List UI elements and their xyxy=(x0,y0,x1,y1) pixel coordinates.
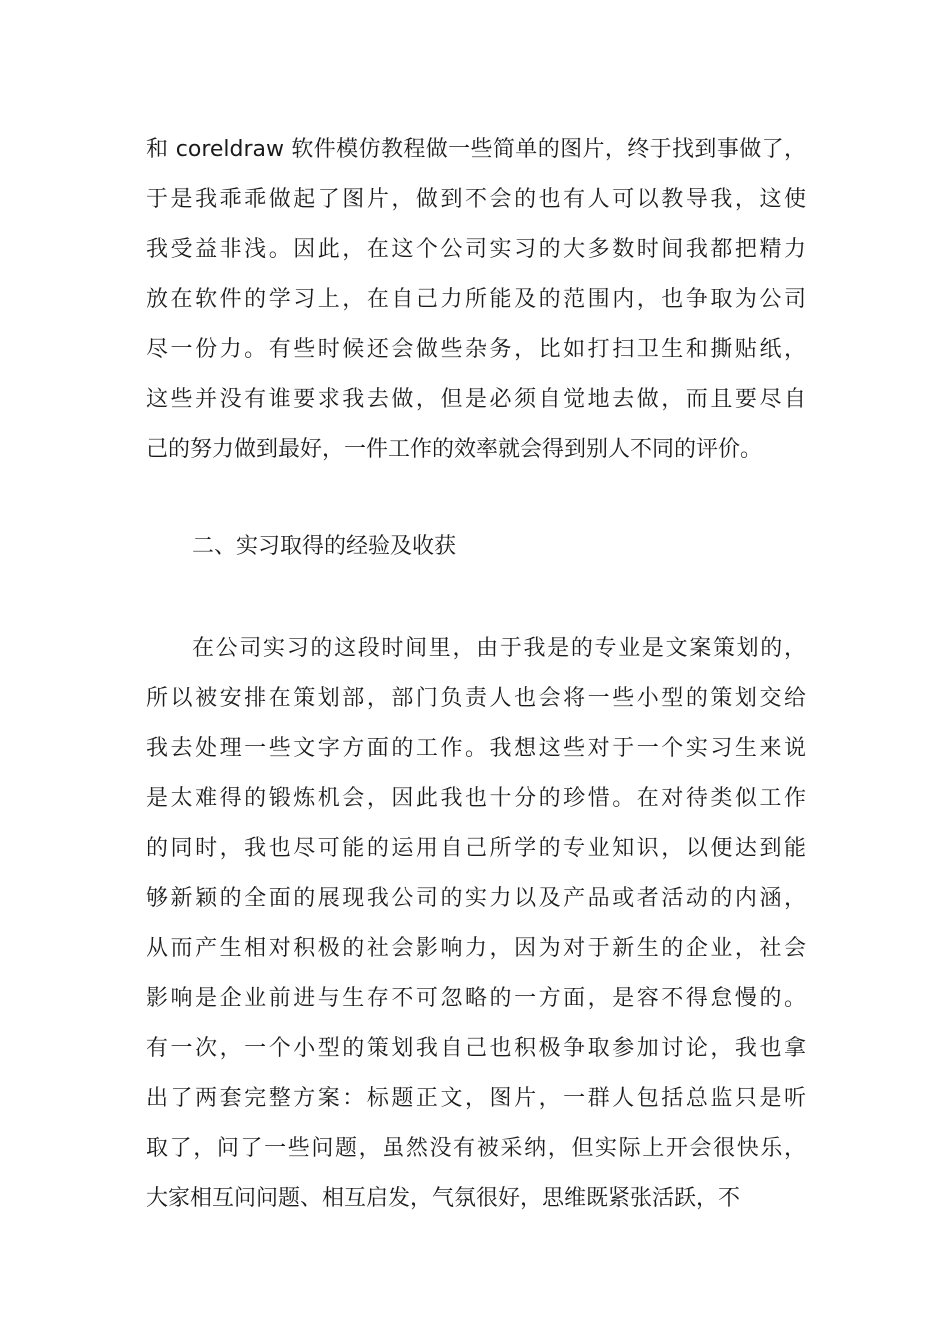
text-line: 己的努力做到最好，一件工作的效率就会得到别人不同的评价。 xyxy=(146,437,763,462)
text-line: 于是我乖乖做起了图片，做到不会的也有人可以教导我，这使 xyxy=(146,187,806,212)
text-line: 我去处理一些文字方面的工作。我想这些对于一个实习生来说 xyxy=(146,736,806,761)
text-line: 大家相互问问题、相互启发，气氛很好，思维既紧张活跃，不 xyxy=(146,1186,741,1211)
text-line: 我受益非浅。因此，在这个公司实习的大多数时间我都把精力 xyxy=(146,237,806,262)
text-line: 和 coreldraw 软件模仿教程做一些简单的图片，终于找到事做了， xyxy=(146,137,806,162)
text-line: 在公司实习的这段时间里，由于我是的专业是文案策划的， xyxy=(192,636,806,661)
text-line: 出了两套完整方案：标题正文，图片，一群人包括总监只是听 xyxy=(146,1086,806,1111)
text-line: 放在软件的学习上，在自己力所能及的范围内，也争取为公司 xyxy=(146,287,806,312)
text-line: 取了，问了一些问题，虽然没有被采纳，但实际上开会很快乐， xyxy=(146,1136,806,1161)
text-line: 所以被安排在策划部，部门负责人也会将一些小型的策划交给 xyxy=(146,686,806,711)
text-line: 的同时，我也尽可能的运用自己所学的专业知识，以便达到能 xyxy=(146,836,806,861)
text-line: 从而产生相对积极的社会影响力，因为对于新生的企业，社会 xyxy=(146,936,806,961)
text-line: 够新颖的全面的展现我公司的实力以及产品或者活动的内涵， xyxy=(146,886,806,911)
section-heading: 二、实习取得的经验及收获 xyxy=(192,534,457,559)
text-line: 尽一份力。有些时候还会做些杂务，比如打扫卫生和撕贴纸， xyxy=(146,337,806,362)
paragraph-experience xyxy=(146,624,806,1224)
text-line: 影响是企业前进与生存不可忽略的一方面，是容不得怠慢的。 xyxy=(146,986,806,1011)
text-line: 是太难得的锻炼机会，因此我也十分的珍惜。在对待类似工作 xyxy=(146,786,806,811)
paragraph-continuation xyxy=(146,125,806,475)
text-line: 这些并没有谁要求我去做，但是必须自觉地去做，而且要尽自 xyxy=(146,387,806,412)
text-line: 有一次，一个小型的策划我自己也积极争取参加讨论，我也拿 xyxy=(146,1036,806,1061)
